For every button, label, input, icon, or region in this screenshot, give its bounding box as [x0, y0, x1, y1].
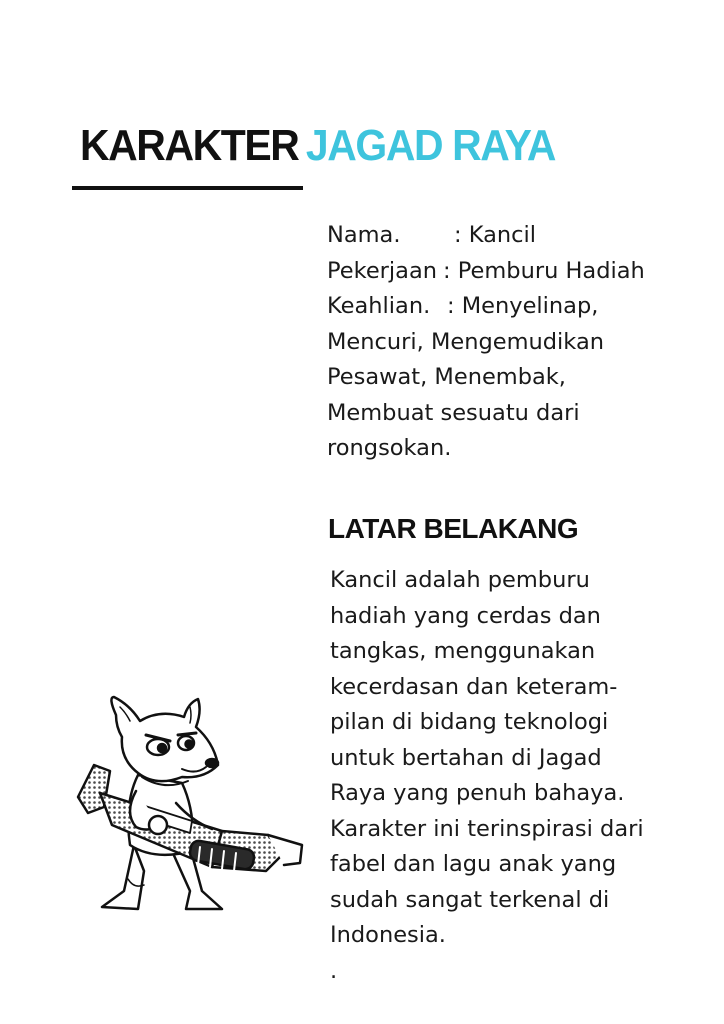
profile-row-name	[327, 218, 707, 254]
skill-line: : Menyelinap,	[447, 293, 599, 319]
background-heading: LATAR BELAKANG	[328, 513, 579, 544]
name-label: Nama.	[327, 222, 401, 248]
skill-line: rongsokan.	[327, 435, 452, 461]
skill-line: Mencuri, Mengemudikan	[327, 328, 604, 355]
background-line: kecerdasan dan keteram-	[330, 673, 618, 700]
name-value: : Kancil	[454, 222, 537, 248]
background-line: Karakter ini terinspirasi dari	[330, 815, 644, 842]
background-line: tangkas, menggunakan	[330, 638, 596, 664]
background-line: .	[330, 957, 338, 984]
background-line: hadiah yang cerdas dan	[330, 602, 601, 629]
profile-row-job	[327, 254, 707, 290]
title-part-karakter: KARAKTER	[80, 121, 299, 170]
profile-row-skill	[327, 289, 707, 325]
background-line: Raya yang penuh bahaya.	[330, 780, 625, 806]
background-line: fabel dan lagu anak yang	[330, 851, 617, 877]
background-line: pilan di bidang teknologi	[330, 709, 609, 735]
page-title	[80, 118, 555, 174]
background-line: Indonesia.	[330, 922, 446, 948]
skill-line: Pesawat, Menembak,	[327, 364, 566, 390]
background-line: Kancil adalah pemburu	[330, 567, 590, 593]
skill-line: Membuat sesuatu dari	[327, 399, 580, 426]
title-part-jagad-raya: JAGAD RAYA	[305, 121, 555, 170]
job-value: : Pemburu Hadiah	[443, 257, 645, 284]
background-text	[330, 563, 710, 989]
character-profile	[327, 218, 707, 467]
job-label: Pekerjaan	[327, 257, 438, 284]
background-line: sudah sangat terkenal di	[330, 886, 610, 913]
background-line: untuk bertahan di Jagad	[330, 744, 602, 771]
kancil-character-illustration-icon	[72, 695, 304, 920]
skill-label: Keahlian.	[327, 293, 431, 319]
title-underline	[72, 186, 303, 190]
